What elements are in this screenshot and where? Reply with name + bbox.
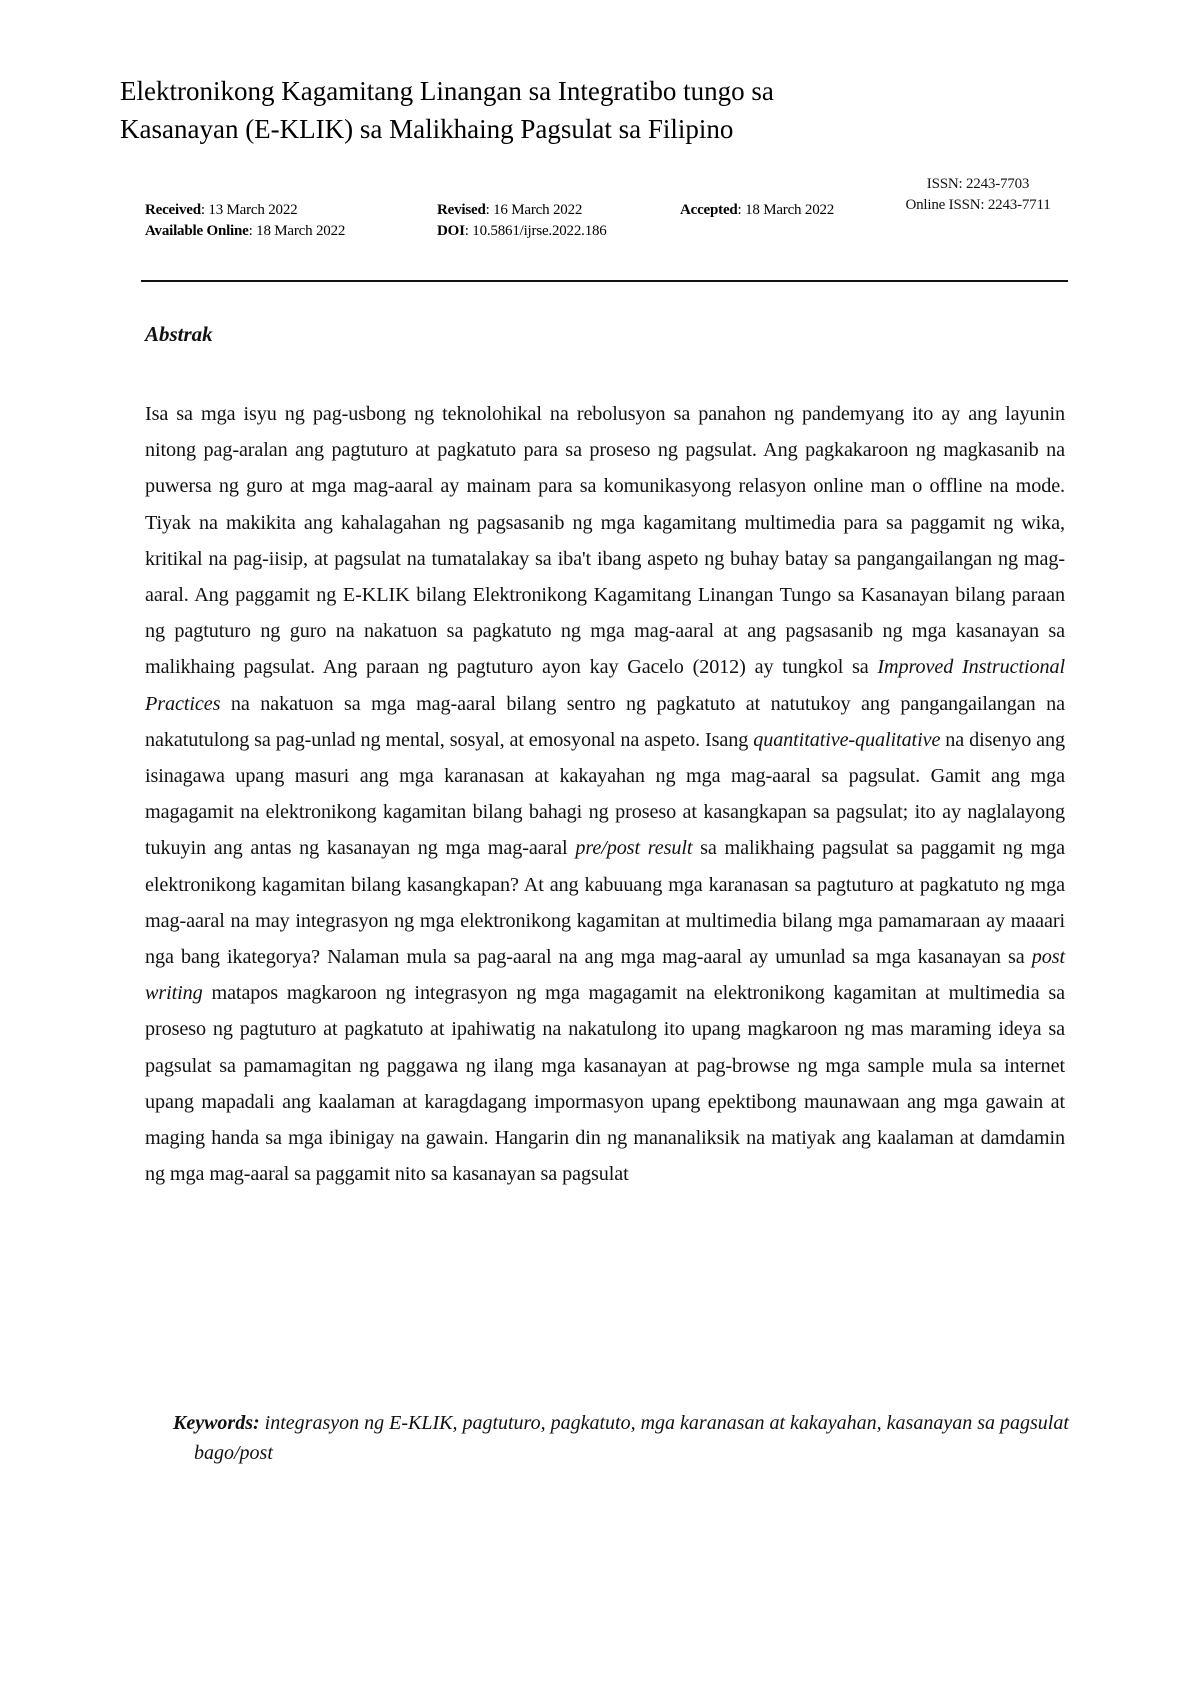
abstract-body (145, 396, 1065, 1192)
abstract-heading: Abstrak (145, 322, 213, 346)
abstract-italic-4: post writing (145, 946, 1065, 1005)
available-online-label: Available Online (145, 223, 249, 239)
paper-title (120, 72, 1020, 148)
doi-value: : 10.5861/ijrse.2022.186 (464, 223, 607, 239)
doi (437, 221, 607, 242)
received-date (145, 200, 297, 221)
accepted-value: : 18 March 2022 (737, 202, 835, 218)
abstract-italic-3: pre/post result (575, 837, 693, 860)
received-value: : 13 March 2022 (200, 202, 298, 218)
online-issn: Online ISSN: 2243-7711 (905, 197, 1051, 213)
available-online-value: : 18 March 2022 (248, 223, 346, 239)
revised-label: Revised (437, 202, 486, 218)
abstract-text-3: na disenyo ang isinagawa upang masuri ang mga karanasan at kakayahan ng mga mag-aaral sa pagsulat. Gamit ang mga magagamit na elektronikong kagamitan bilang bahagi ng proseso at kasangkapan sa pagsulat; ito ay naglalayong tukuyin ang antas ng kasanayan ng mga mag-aaral (145, 728, 1065, 860)
paper-title-line-2: Kasanayan (E-KLIK) sa Malikhaing Pagsulat sa Filipino (120, 114, 734, 144)
doi-label: DOI (437, 223, 465, 239)
abstract-text-2: na nakatuon sa mga mag-aaral bilang sentro ng pagkatuto at natutukoy ang pangangailangan na nakatutulong sa pag-unlad ng mental, sosyal, at emosyonal na aspeto. Isang (145, 692, 1065, 751)
keywords (173, 1408, 1094, 1468)
paper-title-line-1: Elektronikong Kagamitang Linangan sa Integratibo tungo sa (120, 76, 774, 106)
accepted-date (680, 200, 834, 221)
revised-date (437, 200, 582, 221)
abstract-italic-1: Improved Instructional Practices (145, 656, 1066, 715)
keywords-label: Keywords: (173, 1412, 260, 1434)
revised-value: : 16 March 2022 (485, 202, 583, 218)
abstract-text-5: matapos magkaroon ng integrasyon ng mga magagamit na elektronikong kagamitan at multimedia sa proseso ng pagtuturo at pagkatuto at ipahiwatig na nakatulong ito upang magkaroon ng mas maraming ideya sa pagsulat sa pamamagitan ng paggawa ng ilang mga kasanayan at pag-browse ng mga sample mula sa internet upang mapadali ang kaalaman at karagdagang impormasyon upang epektibong maunawaan ang mga gawain at maging handa sa mga ibinigay na gawain. Hangarin din ng mananaliksik na matiyak ang kaalaman at damdamin ng mga mag-aaral sa paggamit nito sa kasanayan sa pagsulat (145, 982, 1065, 1186)
issn-block (880, 174, 1076, 216)
accepted-label: Accepted (680, 202, 738, 218)
available-online-date (145, 221, 345, 242)
header-divider (141, 280, 1068, 282)
received-label: Received (145, 202, 201, 218)
abstract-text-1: Isa sa mga isyu ng pag-usbong ng teknolohikal na rebolusyon sa panahon ng pandemyang ito ay ang layunin nitong pag-aralan ang pagtuturo at pagkatuto para sa proseso ng pagsulat. Ang pagkakaroon ng magkasanib na puwersa ng guro at mga mag-aaral ay mainam para sa komunikasyong relasyon online man o offline na mode. Tiyak na makikita ang kahalagahan ng pagsasanib ng mga kagamitang multimedia para sa paggamit ng wika, kritikal na pag-iisip, at pagsulat na tumatalakay sa iba't ibang aspeto ng buhay batay sa pangangailangan ng mag-aaral. Ang paggamit ng E-KLIK bilang Elektronikong Kagamitang Linangan Tungo sa Kasanayan bilang paraan ng pagtuturo ng guro na nakatuon sa pagkatuto ng mga mag-aaral at ang pagsasanib ng mga kasanayan sa malikhaing pagsulat. Ang paraan ng pagtuturo ayon kay Gacelo (2012) ay tungkol sa (145, 403, 1065, 679)
abstract-italic-2: quantitative-qualitative (753, 728, 941, 751)
issn: ISSN: 2243-7703 (926, 176, 1030, 192)
abstract-text-4: sa malikhaing pagsulat sa paggamit ng mga elektronikong kagamitan bilang kasangkapan? At ang kabuuang mga karanasan sa pagtuturo at pagkatuto ng mga mag-aaral na may integrasyon ng mga elektronikong kagamitan at multimedia bilang mga pamamaraan ay maaari nga bang ikategorya? Nalaman mula sa pag-aaral na ang mga mag-aaral ay umunlad sa mga kasanayan sa (145, 837, 1066, 969)
keywords-text: integrasyon ng E-KLIK, pagtuturo, pagkatuto, mga karanasan at kakayahan, kasanayan sa pagsulat bago/post (194, 1412, 1069, 1464)
